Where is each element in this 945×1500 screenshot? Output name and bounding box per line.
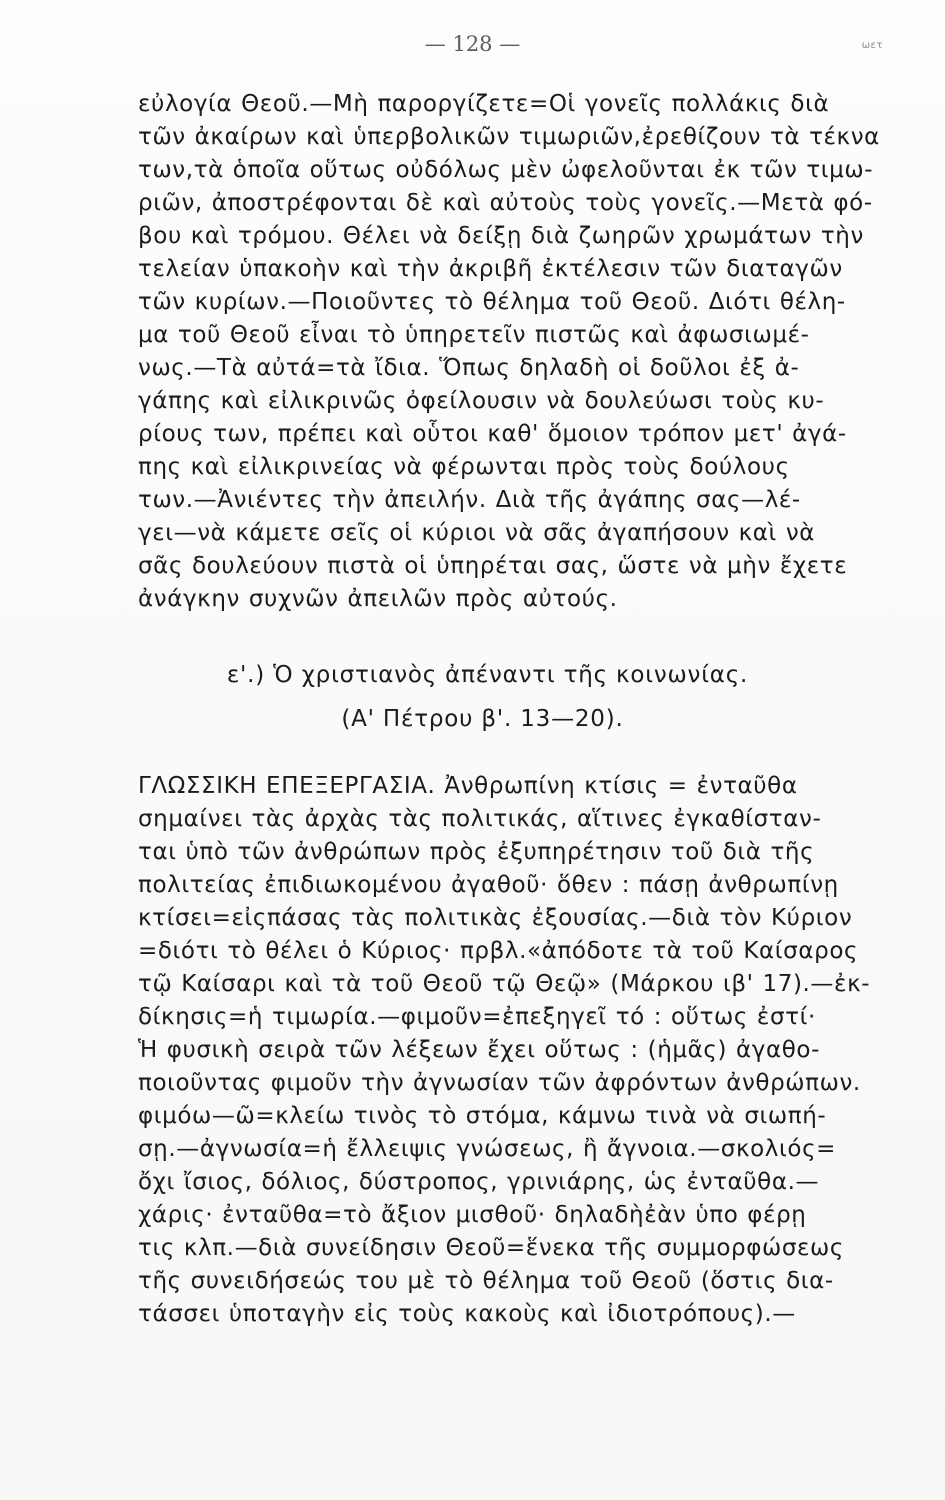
text-line: τελείαν ὑπακοὴν καὶ τὴν ἀκριβῆ ἐκτέλεσιν τῶν διαταγῶν	[138, 256, 843, 282]
text-line: τῶν ἀκαίρων καὶ ὑπερβολικῶν τιμωριῶν,ἐρεθίζουν τὰ τέκνα	[138, 124, 880, 150]
text-line: ρίους των, πρέπει καὶ οὗτοι καθ' ὅμοιον τρόπον μετ' ἀγά-	[138, 421, 847, 447]
text-line: νως.—Τὰ αὐτά=τὰ ἴδια. Ὅπως δηλαδὴ οἱ δοῦλοι ἐξ ἀ-	[138, 355, 800, 381]
text-line: =διότι τὸ θέλει ὁ Κύριος· πρβλ.«ἀπόδοτε τὰ τοῦ Καίσαρος	[138, 938, 859, 964]
text-line: των.—Ἀνιέντες τὴν ἀπειλήν. Διὰ τῆς ἀγάπης σας—λέ-	[138, 487, 801, 513]
text-line: των,τὰ ὁποῖα οὕτως οὐδόλως μὲν ὠφελοῦνται ἐκ τῶν τιμω-	[138, 157, 874, 183]
text-line: ἀνάγκην συχνῶν ἀπειλῶν πρὸς αὐτούς.	[138, 586, 618, 612]
text-line: χάρις· ἐνταῦθα=τὸ ἄξιον μισθοῦ· δηλαδὴἐὰν ὑπο φέρῃ	[138, 1202, 807, 1228]
text-line: ὄχι ἴσιος, δόλιος, δύστροπος, γρινιάρης, ὡς ἐνταῦθα.—	[138, 1169, 820, 1195]
text-line: πης καὶ εἰλικρινείας νὰ φέρωνται πρὸς τοὺς δούλους	[138, 454, 790, 480]
text-line: κτίσει=εἰςπάσας τὰς πολιτικὰς ἐξουσίας.—διὰ τὸν Κύριον	[138, 905, 853, 931]
text-line: τις κλπ.—διὰ συνείδησιν Θεοῦ=ἕνεκα τῆς συμμορφώσεως	[138, 1235, 844, 1261]
text-line: πολιτείας ἐπιδιωκομένου ἀγαθοῦ· ὅθεν : πάσῃ ἀνθρωπίνῃ	[138, 872, 839, 898]
text-line: δίκησις=ἡ τιμωρία.—φιμοῦν=ἐπεξηγεῖ τό : οὕτως ἐστί·	[138, 1004, 816, 1030]
corner-mark: ωετ	[861, 40, 883, 51]
text-line: εὐλογία Θεοῦ.—Μὴ παροργίζετε=Οἱ γονεῖς πολλάκις διὰ	[138, 91, 830, 117]
text-line: γάπης καὶ εἰλικρινῶς ὀφείλουσιν νὰ δουλεύωσι τοὺς κυ-	[138, 388, 825, 414]
text-line: ΓΛΩΣΣΙΚΗ ΕΠΕΞΕΡΓΑΣΙΑ. Ἀνθρωπίνη κτίσις = ἐνταῦθα	[138, 773, 798, 799]
text-line: ριῶν, ἀποστρέφονται δὲ καὶ αὐτοὺς τοὺς γονεῖς.—Μετὰ φό-	[138, 190, 873, 216]
section-title: ε'.) Ὁ χριστιανὸς ἀπέναντι τῆς κοινωνίας.	[226, 662, 749, 688]
text-line: τάσσει ὑποταγὴν εἰς τοὺς κακοὺς καὶ ἰδιοτρόπους).—	[138, 1301, 796, 1327]
text-line: φιμόω—ῶ=κλείω τινὸς τὸ στόμα, κάμνω τινὰ νὰ σιωπή-	[138, 1103, 827, 1129]
text-line: Ἡ φυσικὴ σειρὰ τῶν λέξεων ἔχει οὕτως : (ἡμᾶς) ἀγαθο-	[138, 1037, 820, 1063]
text-line: τῶν κυρίων.—Ποιοῦντες τὸ θέλημα τοῦ Θεοῦ. Διότι θέλη-	[138, 289, 846, 315]
text-line: τῷ Καίσαρι καὶ τὰ τοῦ Θεοῦ τῷ Θεῷ» (Μάρκου ιβ' 17).—ἐκ-	[138, 971, 871, 997]
text-line: μα τοῦ Θεοῦ εἶναι τὸ ὑπηρετεῖν πιστῶς καὶ ἀφωσιωμέ-	[138, 322, 810, 348]
text-line: βου καὶ τρόμου. Θέλει νὰ δείξῃ διὰ ζωηρῶν χρωμάτων τὴν	[138, 223, 864, 249]
text-line: ποιοῦντας φιμοῦν τὴν ἀγνωσίαν τῶν ἀφρόντων ἀνθρώπων.	[138, 1070, 861, 1096]
section-reference: (Α' Πέτρου β'. 13—20).	[341, 706, 624, 732]
text-line: τῆς συνειδήσεώς του μὲ τὸ θέλημα τοῦ Θεοῦ (ὅστις δια-	[138, 1268, 834, 1294]
text-line: σᾶς δουλεύουν πιστὰ οἱ ὑπηρέται σας, ὥστε νὰ μὴν ἔχετε	[138, 553, 848, 579]
text-line: σῃ.—ἀγνωσία=ἡ ἔλλειψις γνώσεως, ἢ ἄγνοια.—σκολιός=	[138, 1136, 837, 1162]
text-line: σημαίνει τὰς ἀρχὰς τὰς πολιτικάς, αἵτινες ἐγκαθίσταν-	[138, 806, 822, 832]
section-one	[138, 88, 878, 616]
text-line: ται ὑπὸ τῶν ἀνθρώπων πρὸς ἐξυπηρέτησιν τοῦ διὰ τῆς	[138, 839, 815, 865]
section-two	[138, 770, 878, 1331]
text-line: γει—νὰ κάμετε σεῖς οἱ κύριοι νὰ σᾶς ἀγαπήσουν καὶ νὰ	[138, 520, 816, 546]
page-number: — 128 —	[424, 32, 521, 56]
